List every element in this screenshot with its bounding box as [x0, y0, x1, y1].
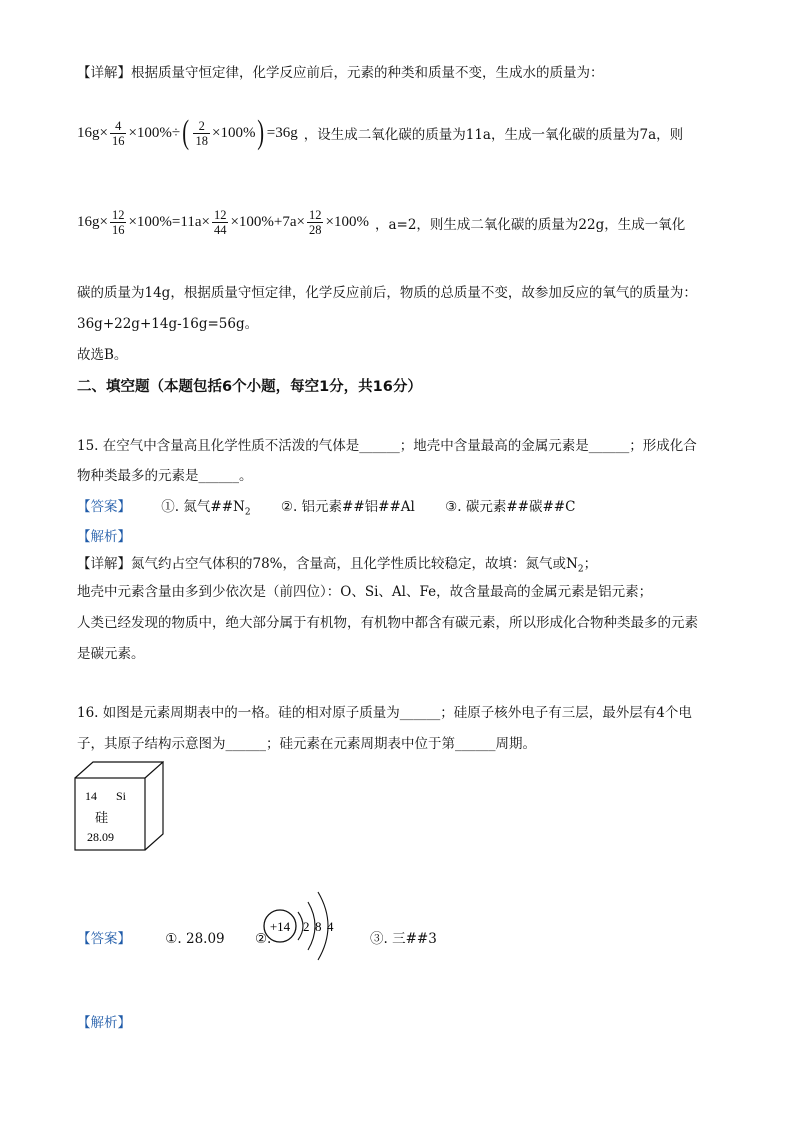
- cell-top-face: [75, 762, 163, 778]
- q15-detail-2: 地壳中元素含量由多到少依次是（前四位）：O、Si、Al、Fe，故含量最高的金属元素是铝元素；: [77, 584, 653, 600]
- q15-detail-3: 人类已经发现的物质中，绝大部分属于有机物，有机物中都含有碳元素，所以形成化合物种类最多的元素: [77, 615, 698, 631]
- text-line-3: 故选B。: [77, 347, 128, 363]
- q15-detail-tag: 【详解】: [77, 556, 131, 572]
- detail-line-1: [77, 63, 604, 83]
- eq1-f1-den: 16: [111, 133, 125, 148]
- q16-answer: [77, 929, 271, 949]
- eq2-mid3: ×100%: [325, 214, 369, 230]
- eq2-mid1: ×100%=11a×: [128, 214, 210, 230]
- nucleus-charge: +14: [269, 919, 291, 934]
- eq2-fraction-3: [307, 208, 324, 237]
- q15-d1-text: 氮气约占空气体积的78%，含量高，且化学性质比较稳定，故填：氮气或N: [131, 556, 578, 572]
- periodic-cell-figure: [74, 760, 164, 852]
- q15-answer-2: ②. 铝元素##铝##Al: [280, 499, 415, 515]
- q15-a1-text: ①. 氮气##N: [161, 499, 245, 515]
- q15-d1-sub: 2: [577, 564, 584, 575]
- q15-analysis-tag: 【解析】: [77, 529, 131, 545]
- equation-2: [77, 208, 685, 237]
- shell-electrons-1: 2: [303, 919, 310, 934]
- eq2-lead: 16g×: [77, 214, 108, 230]
- detail-text: 根据质量守恒定律，化学反应前后，元素的种类和质量不变，生成水的质量为：: [131, 65, 604, 81]
- q15-detail-1: [77, 554, 597, 580]
- section-title: 二、填空题（本题包括6个小题，每空1分，共16分）: [77, 379, 422, 395]
- eq2-fraction-1: [110, 208, 127, 237]
- text-line-2: 36g+22g+14g-16g=56g。: [77, 316, 259, 332]
- q15-answer: [77, 497, 575, 523]
- q16-line-1: 16. 如图是元素周期表中的一格。硅的相对原子质量为______；硅原子核外电子有三层，最外层有4个电: [77, 705, 692, 721]
- text-line-1: 碳的质量为14g，根据质量守恒定律，化学反应前后，物质的总质量不变，故参加反应的氧气的质量为：: [77, 285, 697, 301]
- eq2-tail: ，a=2，则生成二氧化碳的质量为22g，生成一氧化: [374, 216, 686, 233]
- shell-electrons-3: 4: [327, 919, 334, 934]
- q15-a1-sub: 2: [244, 507, 251, 518]
- eq1-fraction-2: [193, 119, 210, 148]
- cell-atomic-mass: 28.09: [87, 830, 114, 844]
- eq1-mid2: ×100%: [211, 124, 256, 141]
- eq2-f3-num: 12: [308, 208, 322, 222]
- eq2-f1-den: 16: [111, 223, 125, 237]
- eq1-f1-num: 4: [115, 118, 122, 133]
- cell-symbol: Si: [116, 789, 127, 803]
- q16-line-2: 子，其原子结构示意图为______；硅元素在元素周期表中位于第______周期。: [77, 736, 536, 752]
- eq2-f2-den: 44: [213, 223, 227, 237]
- eq1-fraction-1: [110, 119, 127, 148]
- q16-answer-tag: 【答案】: [77, 931, 131, 947]
- eq1-f2-num: 2: [198, 118, 205, 133]
- eq2-f1-num: 12: [111, 208, 125, 222]
- cell-atomic-number: 14: [85, 789, 97, 803]
- q15-d1-end: ；: [583, 556, 598, 572]
- q16-analysis-tag: 【解析】: [77, 1015, 131, 1031]
- q16-answer-3: ③. 三##3: [370, 931, 437, 947]
- eq2-fraction-2: [212, 208, 229, 237]
- eq1-lead: 16g×: [77, 124, 108, 141]
- shell-electrons-2: 8: [315, 919, 322, 934]
- q16-answer-1: ①. 28.09: [165, 931, 225, 947]
- eq2-f2-num: 12: [213, 208, 227, 222]
- equation-1: [77, 116, 683, 150]
- eq2-mid2: ×100%+7a×: [230, 214, 305, 230]
- right-paren: ): [257, 114, 265, 151]
- eq1-mid1: ×100%÷: [128, 124, 181, 141]
- eq1-result: =36g: [266, 124, 298, 141]
- q16-answer-2: ②.: [254, 931, 272, 947]
- eq1-tail: ，设生成二氧化碳的质量为11a，生成一氧化碳的质量为7a，则: [303, 127, 684, 143]
- detail-tag: 【详解】: [77, 65, 131, 81]
- q15-answer-3: ③. 碳元素##碳##C: [445, 499, 576, 515]
- eq1-f2-den: 18: [195, 133, 208, 148]
- left-paren: (: [182, 114, 190, 151]
- answer-tag: 【答案】: [77, 499, 131, 515]
- q15-answer-1: [161, 499, 251, 518]
- eq2-f3-den: 28: [308, 223, 322, 237]
- q15-line-2: 物种类最多的元素是______。: [77, 468, 253, 484]
- cell-element-name: 硅: [95, 811, 109, 826]
- silicon-atom-diagram: [258, 880, 358, 972]
- q15-detail-4: 是碳元素。: [77, 646, 145, 662]
- q15-line-1: 15. 在空气中含量高且化学性质不活泼的气体是______；地壳中含量最高的金属元素是______；形成化合: [77, 438, 697, 454]
